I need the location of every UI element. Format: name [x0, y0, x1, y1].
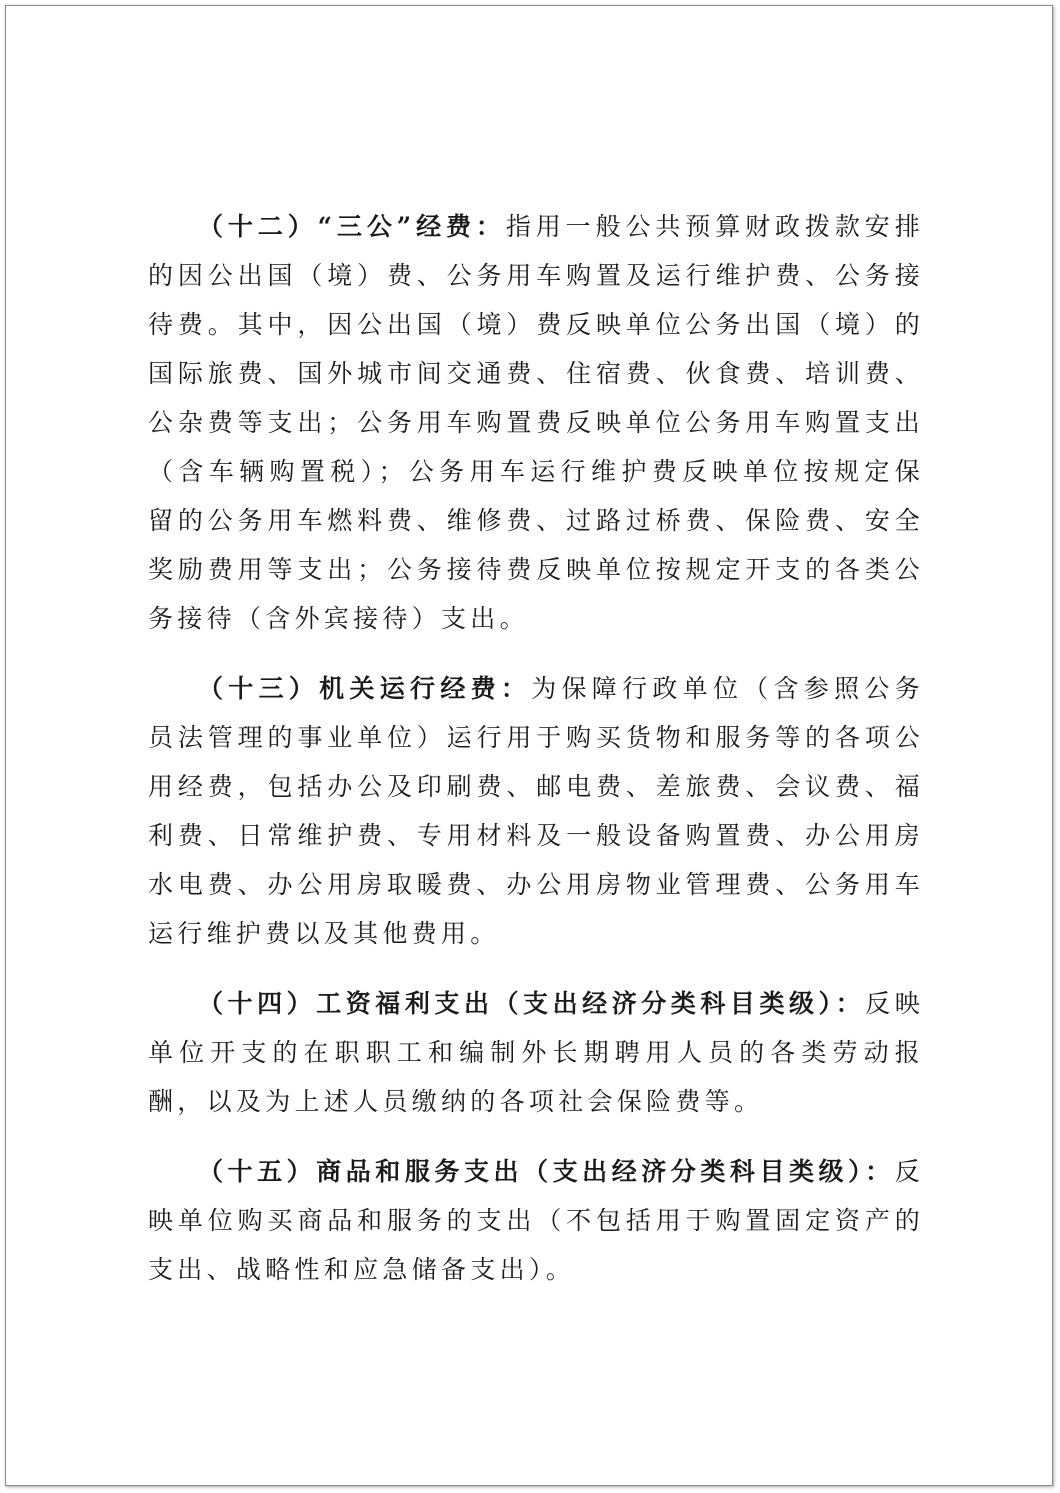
paragraph-15 [148, 1147, 924, 1294]
term-wages-welfare: （十四）工资福利支出（支出经济分类科目类级）： [198, 989, 866, 1018]
definition-san-gong-funds: 指用一般公共预算财政拨款安排的因公出国（境）费、公务用车购置及运行维护费、公务接待费。其中，因公出国（境）费反映单位公务出国（境）的国际旅费、国外城市间交通费、住宿费、伙食费、培训费、公杂费等支出；公务用车购置费反映单位公务用车购置支出（含车辆购置税）；公务用车运行维护费反映单位按规定保留的公务用车燃料费、维修费、过路过桥费、保险费、安全奖励费用等支出；公务接待费反映单位按规定开支的各类公务接待（含外宾接待）支出。 [148, 212, 925, 633]
definition-goods-services: 反映单位购买商品和服务的支出（不包括用于购置固定资产的支出、战略性和应急储备支出）。 [148, 1157, 924, 1284]
paragraph-12 [148, 202, 924, 643]
document-body [148, 202, 924, 1315]
term-goods-services: （十五）商品和服务支出（支出经济分类科目类级）： [198, 1157, 895, 1186]
definition-wages-welfare: 反映单位开支的在职职工和编制外长期聘用人员的各类劳动报酬，以及为上述人员缴纳的各项社会保险费等。 [148, 989, 924, 1116]
paragraph-14 [148, 979, 924, 1126]
document-page [5, 5, 1053, 1486]
definition-agency-operating-funds: 为保障行政单位（含参照公务员法管理的事业单位）运行用于购买货物和服务等的各项公用经费，包括办公及印刷费、邮电费、差旅费、会议费、福利费、日常维护费、专用材料及一般设备购置费、办公用房水电费、办公用房取暖费、办公用房物业管理费、公务用车运行维护费以及其他费用。 [148, 674, 924, 948]
term-san-gong-funds: （十二）“三公”经费： [198, 212, 506, 241]
paragraph-13 [148, 664, 924, 958]
term-agency-operating-funds: （十三）机关运行经费： [198, 674, 532, 703]
